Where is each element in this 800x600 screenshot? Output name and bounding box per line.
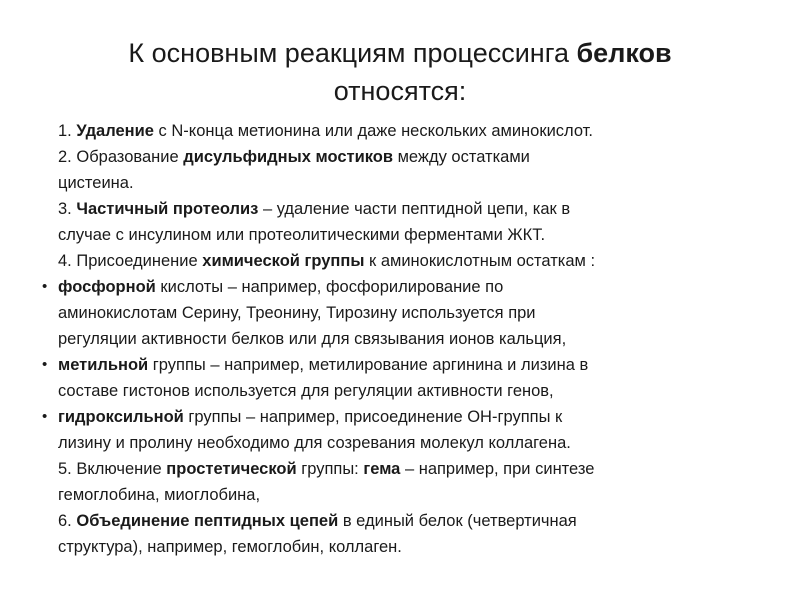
list-item-6: 6. Объединение пептидных цепей в единый белок (четвертичная структура), например, гемоглобин, коллаген.	[58, 512, 577, 556]
bullet-dot-icon: •	[42, 408, 48, 425]
title-bold-word: белков	[576, 38, 672, 68]
list-item-2: 2. Образование дисульфидных мостиков между остатками цистеина.	[58, 148, 530, 192]
title-text: К основным реакциям процессинга	[128, 38, 577, 68]
list-item-3: 3. Частичный протеолиз – удаление части пептидной цепи, как в случае с инсулином или протеолитическими ферментами ЖКТ.	[58, 200, 571, 244]
bullet-dot-icon: •	[42, 356, 48, 373]
list-item-4: 4. Присоединение химической группы к аминокислотным остаткам :	[58, 252, 596, 270]
bullet-item-methyl: • метильной группы – например, метилирование аргинина и лизина в составе гистонов используется для регуляции активности генов,	[58, 352, 788, 404]
title-line2: относятся:	[333, 76, 467, 106]
bullet-item-hydroxyl: • гидроксильной группы – например, присоединение ОН-группы к лизину и пролину необходимо для созревания молекул коллагена.	[58, 404, 788, 456]
slide-title	[40, 34, 760, 110]
slide-content	[42, 118, 788, 560]
list-item-1: 1. Удаление с N-конца метионина или даже нескольких аминокислот.	[58, 122, 593, 140]
bullet-dot-icon: •	[42, 278, 48, 295]
list-item-5: 5. Включение простетической группы: гема – например, при синтезе гемоглобина, миоглобина,	[58, 460, 595, 504]
bullet-item-phosphoric: • фосфорной кислоты – например, фосфорилирование по аминокислотам Серину, Треонину, Тирозину используется при регуляции активности белков или для связывания ионов кальция,	[58, 274, 788, 352]
